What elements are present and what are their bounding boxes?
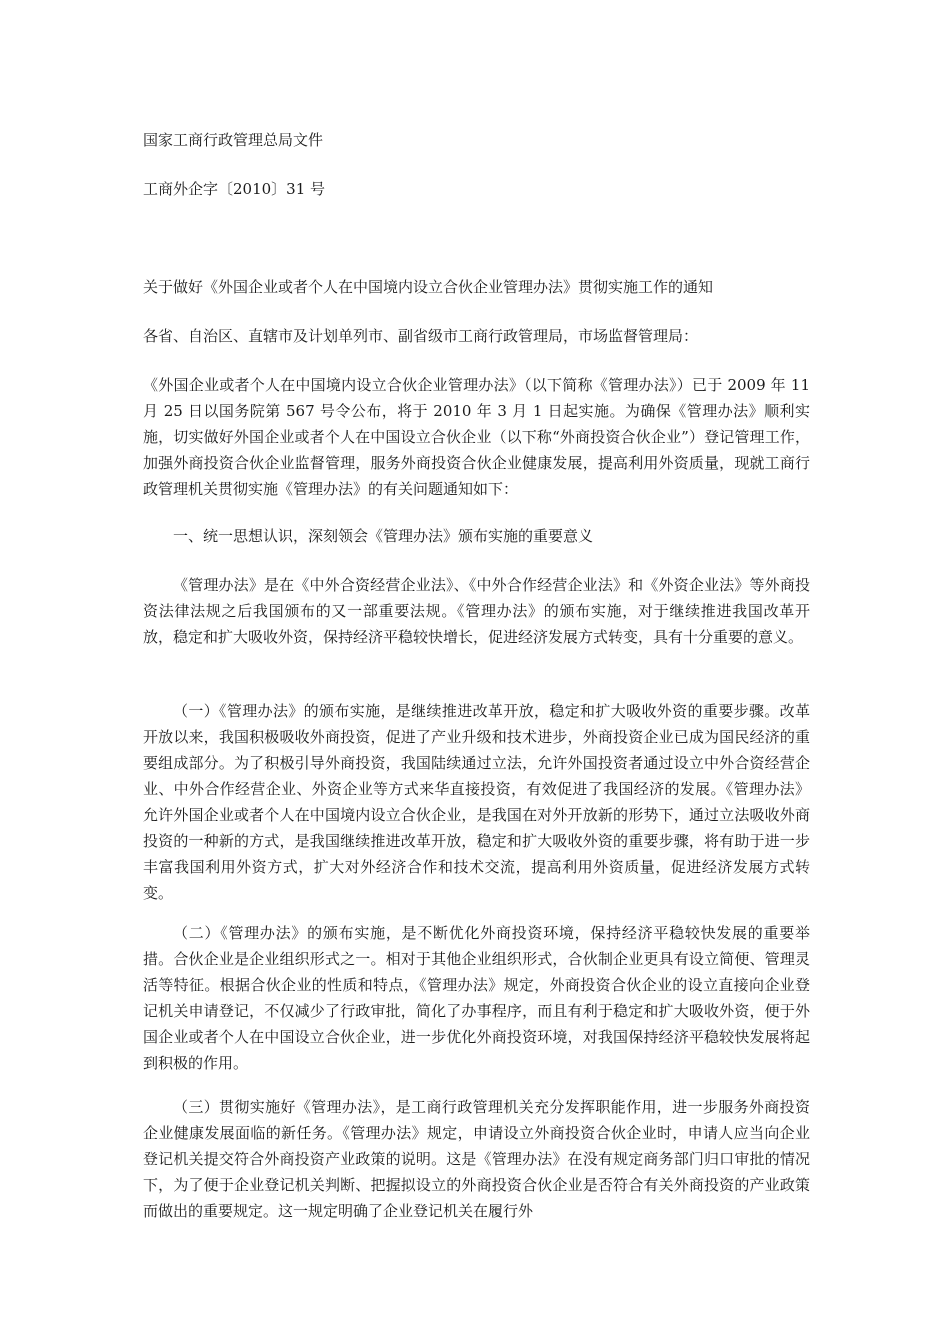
body-paragraph: （三）贯彻实施好《管理办法》，是工商行政管理机关充分发挥职能作用，进一步服务外商投资企业健康发展面临的新任务。《管理办法》规定，申请设立外商投资合伙企业时，申请人应当向企业登记机关提交符合外商投资产业政策的说明。这是《管理办法》在没有规定商务部门归口审批的情况下，为了便于企业登记机关判断、把握拟设立的外商投资合伙企业是否符合有关外商投资的产业政策而做出的重要规定。这一规定明确了企业登记机关在履行外 (143, 1098, 810, 1220)
body-paragraph: （一）《管理办法》的颁布实施，是继续推进改革开放，稳定和扩大吸收外资的重要步骤。改革开放以来，我国积极吸收外商投资，促进了产业升级和技术进步，外商投资企业已成为国民经济的重要组成部分。为了积极引导外商投资，我国陆续通过立法，允许外国投资者通过设立中外合资经营企业、中外合作经营企业、外资企业等方式来华直接投资，有效促进了我国经济的发展。《管理办法》允许外国企业或者个人在中国境内设立合伙企业，是我国在对外开放新的形势下，通过立法吸收外商投资的一种新的方式，是我国继续推进改革开放，稳定和扩大吸收外资的重要步骤，将有助于进一步丰富我国利用外资方式，扩大对外经济合作和技术交流，提高利用外资质量，促进经济发展方式转变。 (143, 702, 810, 902)
addressee: 各省、自治区、直辖市及计划单列市、副省级市工商行政管理局，市场监督管理局： (143, 327, 699, 345)
document-title: 关于做好《外国企业或者个人在中国境内设立合伙企业管理办法》贯彻实施工作的通知 (143, 278, 714, 296)
intro-paragraph: 《外国企业或者个人在中国境内设立合伙企业管理办法》（以下简称《管理办法》）已于 2009 年 11 月 25 日以国务院第 567 号令公布，将于 2010 年 3 月 1 日起实施。为确保《管理办法》顺利实施，切实做好外国企业或者个人在中国设立合伙企业（以下称“外商投资合伙企业”）登记管理工作，加强外商投资合伙企业监督管理，服务外商投资合伙企业健康发展，提高利用外资质量，现就工商行政管理机关贯彻实施《管理办法》的有关问题通知如下： (143, 376, 810, 498)
body-paragraph: （二）《管理办法》的颁布实施，是不断优化外商投资环境，保持经济平稳较快发展的重要举措。合伙企业是企业组织形式之一。相对于其他企业组织形式，合伙制企业更具有设立简便、管理灵活等特征。根据合伙企业的性质和特点，《管理办法》规定，外商投资合伙企业的设立直接向企业登记机关申请登记，不仅减少了行政审批，简化了办事程序，而且有利于稳定和扩大吸收外资，便于外国企业或者个人在中国设立合伙企业，进一步优化外商投资环境，对我国保持经济平稳较快发展将起到积极的作用。 (143, 924, 810, 1072)
section-heading: 一、统一思想认识，深刻领会《管理办法》颁布实施的重要意义 (173, 527, 594, 545)
issuer-heading: 国家工商行政管理总局文件 (143, 131, 324, 149)
body-paragraph: 《管理办法》是在《中外合资经营企业法》、《中外合作经营企业法》和《外资企业法》等外商投资法律法规之后我国颁布的又一部重要法规。《管理办法》的颁布实施，对于继续推进我国改革开放，稳定和扩大吸收外资，保持经济平稳较快增长，促进经济发展方式转变，具有十分重要的意义。 (143, 576, 810, 646)
document-number: 工商外企字〔2010〕31 号 (143, 180, 326, 198)
